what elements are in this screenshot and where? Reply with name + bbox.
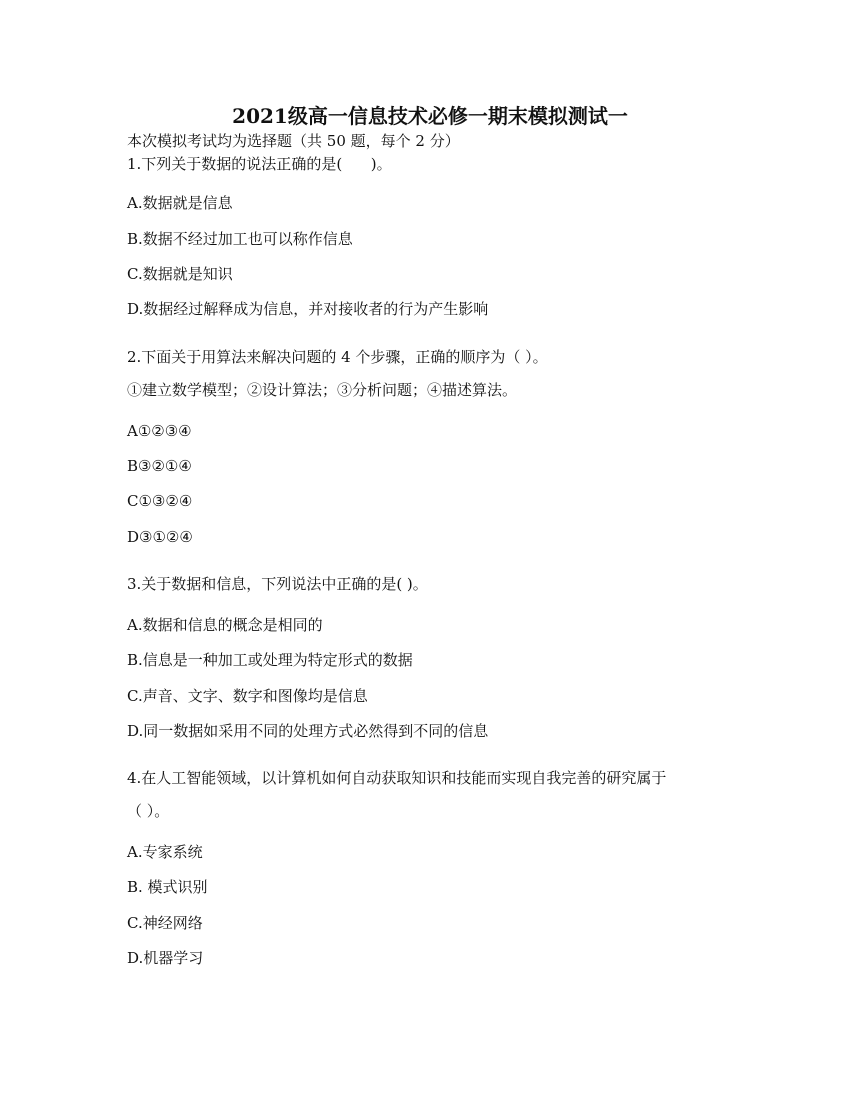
question-1-stem: 1.下列关于数据的说法正确的是( )。 — [127, 155, 392, 173]
question-1-option-d: D.数据经过解释成为信息，并对接收者的行为产生影响 — [127, 300, 489, 318]
question-2-option-d: D③①②④ — [127, 528, 193, 546]
question-4-option-a: A.专家系统 — [127, 843, 203, 861]
question-4-stem-line2: （ ）。 — [127, 802, 170, 820]
question-1-option-c: C.数据就是知识 — [127, 265, 233, 283]
question-1-option-a: A.数据就是信息 — [127, 194, 233, 212]
question-4-option-d: D.机器学习 — [127, 949, 204, 967]
question-3-stem: 3.关于数据和信息，下列说法中正确的是( )。 — [127, 575, 428, 593]
question-2-stem: 2.下面关于用算法来解决问题的 4 个步骤，正确的顺序为（ ）。 — [127, 348, 548, 366]
question-4-option-b: B. 模式识别 — [127, 878, 208, 896]
exam-intro: 本次模拟考试均为选择题（共 50 题，每个 2 分） — [127, 132, 460, 150]
question-3-option-d: D.同一数据如采用不同的处理方式必然得到不同的信息 — [127, 722, 489, 740]
question-4-stem: 4.在人工智能领域，以计算机如何自动获取知识和技能而实现自我完善的研究属于 — [127, 769, 667, 787]
question-2-stem-line2: ①建立数学模型；②设计算法；③分析问题；④描述算法。 — [127, 381, 518, 399]
question-3-option-c: C.声音、文字、数字和图像均是信息 — [127, 687, 368, 705]
page-title: 2021级高一信息技术必修一期末模拟测试一 — [232, 104, 628, 128]
question-2-option-a: A①②③④ — [127, 422, 192, 440]
question-2-option-c: C①③②④ — [127, 492, 193, 510]
question-3-option-a: A.数据和信息的概念是相同的 — [127, 616, 323, 634]
question-3-option-b: B.信息是一种加工或处理为特定形式的数据 — [127, 651, 413, 669]
question-1-option-b: B.数据不经过加工也可以称作信息 — [127, 230, 353, 248]
question-4-option-c: C.神经网络 — [127, 914, 203, 932]
question-2-option-b: B③②①④ — [127, 457, 192, 475]
